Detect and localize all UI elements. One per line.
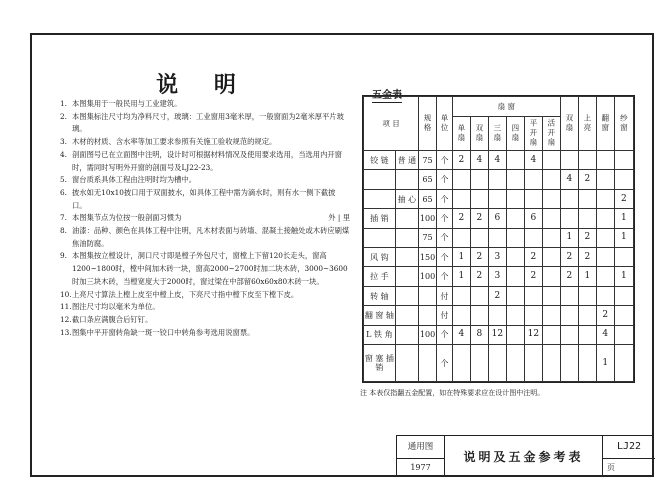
row-value bbox=[596, 189, 614, 208]
row-value bbox=[614, 306, 633, 325]
row-value: 4 bbox=[560, 170, 578, 189]
row-value bbox=[578, 286, 596, 305]
table-row bbox=[364, 248, 634, 267]
row-sub bbox=[395, 209, 418, 228]
row-value bbox=[488, 228, 506, 247]
row-sub bbox=[395, 248, 418, 267]
row-unit: 个 bbox=[437, 248, 453, 267]
row-value bbox=[596, 228, 614, 247]
row-value bbox=[542, 286, 560, 305]
row-value bbox=[506, 306, 524, 325]
row-sub: 普 通 bbox=[395, 151, 418, 170]
row-item bbox=[364, 189, 396, 208]
note-number: 4. bbox=[60, 149, 67, 159]
header-yarn: 纱窗 bbox=[614, 97, 633, 151]
row-value: 2 bbox=[470, 267, 488, 286]
row-value: 1 bbox=[614, 209, 633, 228]
row-value bbox=[524, 286, 542, 305]
header-spec: 规格 bbox=[419, 97, 437, 151]
row-value: 4 bbox=[470, 151, 488, 170]
title-block-main: 说明及五金参考表 bbox=[445, 436, 603, 477]
row-spec: 75 bbox=[419, 228, 437, 247]
row-value: 2 bbox=[452, 151, 470, 170]
row-value bbox=[560, 306, 578, 325]
row-value bbox=[542, 248, 560, 267]
header-sub: 双扇 bbox=[470, 117, 488, 151]
row-value bbox=[524, 189, 542, 208]
row-spec bbox=[419, 345, 437, 382]
header-sub: 四扇 bbox=[506, 117, 524, 151]
row-item bbox=[364, 170, 396, 189]
row-spec bbox=[419, 286, 437, 305]
row-value bbox=[560, 151, 578, 170]
row-value bbox=[506, 228, 524, 247]
row-item: 插 销 bbox=[364, 209, 396, 228]
row-value bbox=[506, 151, 524, 170]
row-value bbox=[560, 345, 578, 382]
row-value: 4 bbox=[488, 151, 506, 170]
row-value: 4 bbox=[452, 325, 470, 344]
row-value: 6 bbox=[524, 209, 542, 228]
note-text: 油漆：品种、颜色在具体工程中注明，凡木材表面与砖墙、混凝土接触处或木砖应刷煤焦油防腐。 bbox=[72, 226, 350, 248]
row-sub bbox=[395, 306, 418, 325]
note-item bbox=[60, 250, 350, 288]
note-item bbox=[60, 136, 350, 149]
header-unit: 单位 bbox=[437, 97, 453, 151]
note-number: 8. bbox=[60, 226, 67, 236]
row-value bbox=[488, 306, 506, 325]
row-value: 2 bbox=[614, 189, 633, 208]
table-row bbox=[364, 170, 634, 189]
note-text: 剖面图号已在立面图中注明，设计时可根据材料情况及使用要求选用，当选用内开窗时，需同时写明外开窗的剖面号及LJ22-23。 bbox=[72, 149, 342, 172]
row-item: 转 轴 bbox=[364, 286, 396, 305]
row-value bbox=[560, 325, 578, 344]
row-value: 8 bbox=[470, 325, 488, 344]
hardware-table-title: 五金表 bbox=[372, 86, 402, 103]
table-row bbox=[364, 189, 634, 208]
header-turn: 翻窗 bbox=[596, 97, 614, 151]
note-number: 9. bbox=[60, 251, 67, 261]
row-value bbox=[506, 209, 524, 228]
row-sub bbox=[395, 325, 418, 344]
row-item: 拉 手 bbox=[364, 267, 396, 286]
header-sub: 活开扇 bbox=[542, 117, 560, 151]
row-value bbox=[506, 286, 524, 305]
row-value bbox=[614, 286, 633, 305]
row-value bbox=[542, 209, 560, 228]
note-number: 2. bbox=[60, 111, 67, 121]
row-unit: 付 bbox=[437, 286, 453, 305]
note-number: 1. bbox=[60, 99, 67, 108]
row-value: 1 bbox=[560, 228, 578, 247]
title-block-page: 页 bbox=[607, 462, 615, 472]
note-text: 木材的材质、含水率等加工要求参照有关施工验收规范的规定。 bbox=[72, 137, 277, 147]
row-value: 2 bbox=[578, 248, 596, 267]
table-footnote: 注 本表仅指翻五金配置，如在特殊要求应在设计图中注明。 bbox=[360, 389, 545, 397]
note-number: 7. bbox=[60, 213, 67, 223]
row-value bbox=[488, 170, 506, 189]
note-number: 11. bbox=[60, 302, 72, 312]
row-value bbox=[470, 286, 488, 305]
row-item: 翻 窗 轴 bbox=[364, 306, 396, 325]
note-item bbox=[60, 301, 350, 314]
note-item bbox=[60, 98, 350, 111]
row-unit: 个 bbox=[437, 345, 453, 382]
row-value bbox=[506, 248, 524, 267]
row-sub bbox=[395, 170, 418, 189]
hardware-table bbox=[362, 95, 635, 383]
row-item: 窗 塞 插 销 bbox=[364, 345, 396, 382]
row-value: 2 bbox=[596, 306, 614, 325]
title-block bbox=[396, 435, 654, 477]
row-sub bbox=[395, 286, 418, 305]
row-unit: 付 bbox=[437, 306, 453, 325]
row-value bbox=[488, 189, 506, 208]
note-item bbox=[60, 174, 350, 187]
row-value: 12 bbox=[488, 325, 506, 344]
row-value bbox=[578, 306, 596, 325]
row-spec: 100 bbox=[419, 325, 437, 344]
row-sub bbox=[395, 267, 418, 286]
row-value bbox=[542, 228, 560, 247]
row-item: 风 钩 bbox=[364, 248, 396, 267]
row-value: 1 bbox=[452, 267, 470, 286]
row-value bbox=[596, 209, 614, 228]
row-value bbox=[506, 170, 524, 189]
row-value: 6 bbox=[488, 209, 506, 228]
table-row bbox=[364, 209, 634, 228]
row-value: 1 bbox=[614, 228, 633, 247]
row-value: 12 bbox=[524, 325, 542, 344]
title-block-code: LJ22 bbox=[603, 436, 655, 459]
row-value bbox=[524, 306, 542, 325]
row-value bbox=[506, 189, 524, 208]
row-spec: 65 bbox=[419, 189, 437, 208]
title-block-tongyong: 通用图 bbox=[397, 436, 444, 459]
note-text: 图集中平开窗转角缺一斑一铰口中转角参考选用说窗票。 bbox=[72, 327, 255, 337]
notes-title: 说 明 bbox=[156, 72, 250, 98]
table-row bbox=[364, 228, 634, 247]
row-value: 2 bbox=[470, 209, 488, 228]
row-spec: 75 bbox=[419, 151, 437, 170]
row-value bbox=[614, 170, 633, 189]
note-number: 6. bbox=[60, 187, 67, 197]
table-row bbox=[364, 345, 634, 382]
note-item bbox=[60, 327, 350, 340]
row-value: 2 bbox=[524, 248, 542, 267]
row-sub: 抽 心 bbox=[395, 189, 418, 208]
row-value bbox=[470, 228, 488, 247]
row-value: 3 bbox=[488, 267, 506, 286]
table-row bbox=[364, 286, 634, 305]
row-spec: 65 bbox=[419, 170, 437, 189]
note-text: 上亮尺寸算法上樘上皮至中樘上皮，下亮尺寸指中樘下皮至下樘下皮。 bbox=[72, 289, 299, 299]
row-item: L 铁 角 bbox=[364, 325, 396, 344]
row-value: 2 bbox=[578, 228, 596, 247]
row-value bbox=[452, 189, 470, 208]
row-value bbox=[506, 345, 524, 382]
row-value bbox=[452, 286, 470, 305]
note-number: 10. bbox=[60, 289, 72, 299]
row-value bbox=[524, 345, 542, 382]
row-value bbox=[470, 170, 488, 189]
row-value: 3 bbox=[488, 248, 506, 267]
row-value bbox=[578, 325, 596, 344]
note-text: 图注尺寸均以毫米为单位。 bbox=[72, 302, 160, 312]
row-value bbox=[614, 345, 633, 382]
row-value bbox=[596, 286, 614, 305]
row-unit: 个 bbox=[437, 325, 453, 344]
row-value: 2 bbox=[524, 267, 542, 286]
header-group-main: 扇 窗 bbox=[452, 97, 560, 117]
row-value bbox=[614, 325, 633, 344]
note7-symbol: 外 | 里 bbox=[328, 213, 350, 223]
row-value bbox=[542, 345, 560, 382]
note-text: 本图集标注尺寸均为净料尺寸，玻璃：工业窗用3毫米厚，一般窗面为2毫米厚平片玻璃。 bbox=[72, 111, 344, 134]
row-unit: 个 bbox=[437, 189, 453, 208]
row-value bbox=[614, 248, 633, 267]
header-item: 项 目 bbox=[364, 97, 419, 151]
row-value bbox=[452, 345, 470, 382]
row-value bbox=[542, 306, 560, 325]
note-text: 窗台质系具体工程由注明时均为槽中。 bbox=[72, 175, 197, 185]
row-value bbox=[560, 209, 578, 228]
row-value: 2 bbox=[488, 286, 506, 305]
row-value: 1 bbox=[452, 248, 470, 267]
title-block-year: 1977 bbox=[410, 462, 431, 472]
row-value: 1 bbox=[596, 345, 614, 382]
row-value bbox=[542, 151, 560, 170]
header-sub: 平开扇 bbox=[524, 117, 542, 151]
table-row bbox=[364, 267, 634, 286]
header-sub: 三扇 bbox=[488, 117, 506, 151]
row-sub bbox=[395, 345, 418, 382]
row-value bbox=[470, 189, 488, 208]
row-value bbox=[578, 189, 596, 208]
note-item bbox=[60, 212, 350, 225]
row-sub bbox=[395, 228, 418, 247]
row-unit: 个 bbox=[437, 209, 453, 228]
note-item bbox=[60, 289, 350, 302]
row-value bbox=[578, 345, 596, 382]
note-number: 3. bbox=[60, 137, 67, 147]
header-sub: 单扇 bbox=[452, 117, 470, 151]
table-row bbox=[364, 151, 634, 170]
row-value bbox=[596, 248, 614, 267]
note-number: 13. bbox=[60, 327, 72, 337]
note-item bbox=[60, 225, 350, 250]
row-value bbox=[542, 189, 560, 208]
row-value: 2 bbox=[578, 170, 596, 189]
row-value bbox=[452, 306, 470, 325]
row-value bbox=[614, 151, 633, 170]
row-spec: 100 bbox=[419, 209, 437, 228]
row-value bbox=[560, 286, 578, 305]
note-item bbox=[60, 314, 350, 327]
row-item bbox=[364, 228, 396, 247]
row-unit: 个 bbox=[437, 170, 453, 189]
row-value: 2 bbox=[452, 209, 470, 228]
row-value bbox=[524, 228, 542, 247]
row-value bbox=[524, 170, 542, 189]
row-value bbox=[470, 306, 488, 325]
row-item: 铰 链 bbox=[364, 151, 396, 170]
note-item bbox=[60, 187, 350, 212]
note-number: 12. bbox=[60, 314, 72, 324]
row-value: 4 bbox=[524, 151, 542, 170]
row-unit: 个 bbox=[437, 151, 453, 170]
note-text: 披水如无10x10披口用于双面披水，如具体工程中需为滴水时，则有水一侧下截披口。 bbox=[72, 187, 336, 210]
row-value bbox=[506, 325, 524, 344]
row-value: 1 bbox=[614, 267, 633, 286]
row-value: 2 bbox=[560, 248, 578, 267]
table-row bbox=[364, 325, 634, 344]
row-value bbox=[506, 267, 524, 286]
row-spec: 100 bbox=[419, 267, 437, 286]
note-text: 截口条应满腹合后钉钉。 bbox=[72, 314, 153, 324]
row-value bbox=[596, 267, 614, 286]
note-text: 本图集按立樘设计，洞口尺寸即是樘子外包尺寸，窗樘上下留120长走头，窗高1200~1800时，樘中间加木砖一块，窗高2000~2700时加二块木砖，3000~3600时加三块木砖，当樘宽度大于2000时，窗过梁在中部留60x60x80木砖一块。 bbox=[72, 251, 348, 286]
notes-list bbox=[60, 98, 350, 339]
row-value bbox=[578, 151, 596, 170]
note-item bbox=[60, 111, 350, 136]
row-value: 2 bbox=[470, 248, 488, 267]
row-spec bbox=[419, 306, 437, 325]
note-text: 本图集节点为位按一般剖面习惯为 bbox=[72, 213, 182, 223]
row-value bbox=[596, 170, 614, 189]
row-value bbox=[542, 325, 560, 344]
row-value bbox=[578, 209, 596, 228]
note-number: 5. bbox=[60, 175, 67, 185]
row-unit: 个 bbox=[437, 228, 453, 247]
row-unit: 个 bbox=[437, 267, 453, 286]
row-value: 4 bbox=[596, 325, 614, 344]
note-text: 本图集用于一般民用与工业建筑。 bbox=[72, 99, 182, 108]
row-value: 1 bbox=[578, 267, 596, 286]
table-row bbox=[364, 306, 634, 325]
row-value: 2 bbox=[560, 267, 578, 286]
row-value bbox=[596, 151, 614, 170]
row-spec: 150 bbox=[419, 248, 437, 267]
row-value bbox=[452, 170, 470, 189]
row-value bbox=[560, 189, 578, 208]
note-item bbox=[60, 149, 350, 174]
row-value bbox=[488, 345, 506, 382]
header-top: 上亮 bbox=[578, 97, 596, 151]
header-double: 双扇 bbox=[560, 97, 578, 151]
row-value bbox=[470, 345, 488, 382]
row-value bbox=[542, 267, 560, 286]
row-value bbox=[542, 170, 560, 189]
row-value bbox=[452, 228, 470, 247]
